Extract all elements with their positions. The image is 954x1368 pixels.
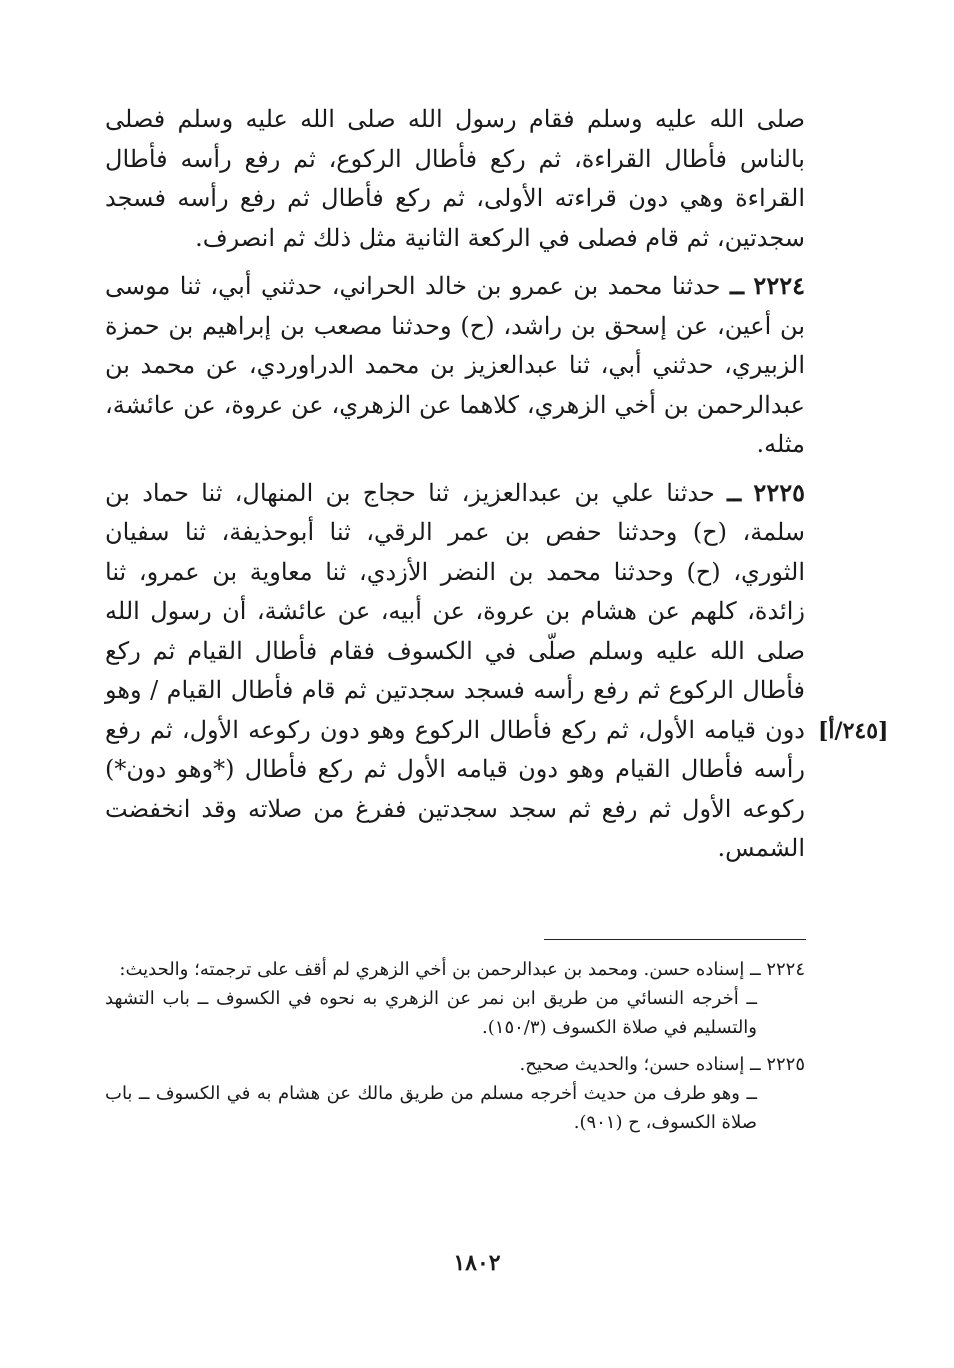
hadith-number: ٢٢٢٤	[753, 271, 805, 300]
hadith-2224	[105, 266, 805, 465]
paragraph-continuation: صلى الله عليه وسلم فقام رسول الله صلى الله عليه وسلم فصلى بالناس فأطال القراءة، ثم ركع فأطال الركوع، ثم رفع رأسه فأطال القراءة وهي دون قراءته الأولى، ثم ركع فأطال ثم رفع رأسه فسجد سجدتين، ثم قام فصلى في الركعة الثانية مثل ذلك ثم انصرف.	[105, 105, 805, 252]
footnote-line: ٢٢٢٥ ــ إسناده حسن؛ والحديث صحيح.	[519, 1054, 805, 1075]
page-number: ١٨٠٢	[453, 1250, 501, 1276]
footnote-divider	[544, 939, 806, 940]
hadith-text: حدثنا محمد بن عمرو بن خالد الحراني، حدثني أبي، ثنا موسى بن أعين، عن إسحق بن راشد، (ح) وحدثنا مصعب بن إبراهيم بن حمزة الزبيري، حدثني أبي، ثنا عبدالعزيز بن محمد الدراوردي، عن محمد بن عبدالرحمن بن أخي الزهري، كلاهما عن الزهري، عن عروة، عن عائشة، مثله.	[105, 272, 805, 458]
footnote-2224	[105, 955, 805, 1042]
footnotes	[105, 955, 805, 1145]
hadith-dash: ــ	[729, 271, 744, 300]
hadith-dash: ــ	[727, 477, 742, 507]
footnote-line: ــ وهو طرف من حديث أخرجه مسلم من طريق مالك عن هشام به في الكسوف ــ باب صلاة الكسوف، ح (٩٠١).	[105, 1083, 757, 1133]
hadith-text: حدثنا علي بن عبدالعزيز، ثنا حجاج بن المنهال، ثنا حماد بن سلمة، (ح) وحدثنا حفص بن عمر الرقي، ثنا أبوحذيفة، ثنا سفيان الثوري، (ح) وحدثنا محمد بن النضر الأزدي، ثنا معاوية بن عمرو، ثنا زائدة، كلهم عن هشام بن عروة، عن أبيه، عن عائشة، أن رسول الله صلى الله عليه وسلم صلّى في الكسوف فقام فأطال القيام ثم ركع فأطال الركوع ثم رفع رأسه فسجد سجدتين ثم قام فأطال القيام / وهو دون قيامه الأول، ثم ركع فأطال الركوع وهو دون ركوعه الأول، ثم رفع رأسه فأطال القيام وهو دون قيامه الأول ثم ركع فأطال (*وهو دون*) ركوعه الأول ثم رفع ثم سجد سجدتين ففرغ من صلاته وقد انخفضت الشمس.	[105, 478, 806, 862]
main-text	[105, 100, 805, 877]
footnote-2225	[105, 1050, 805, 1137]
hadith-number: ٢٢٢٥	[753, 477, 805, 507]
footnote-line: ــ أخرجه النسائي من طريق ابن نمر عن الزهري به نحوه في الكسوف ــ باب التشهد والتسليم في صلاة الكسوف (١٥٠/٣).	[105, 988, 757, 1038]
manuscript-folio-marker: [٢٤٥/أ]	[818, 718, 889, 744]
footnote-line: ٢٢٢٤ ــ إسناده حسن. ومحمد بن عبدالرحمن بن أخي الزهري لم أقف على ترجمته؛ والحديث:	[119, 959, 805, 980]
hadith-2225	[105, 473, 805, 869]
